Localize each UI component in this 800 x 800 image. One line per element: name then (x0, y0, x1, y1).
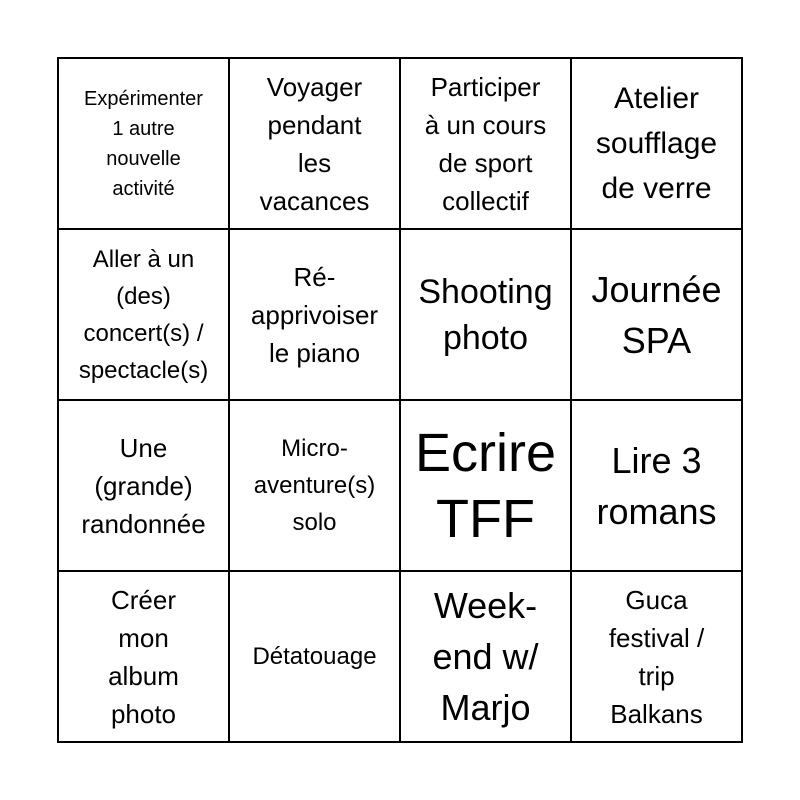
cell-text: Atelier soufflage de verre (595, 82, 718, 205)
bingo-cell-r3c4[interactable] (571, 400, 742, 571)
bingo-cell-r3c3[interactable] (400, 400, 571, 571)
cell-text: Détatouage (252, 643, 377, 670)
bingo-cell-r4c2[interactable] (229, 571, 400, 742)
bingo-cell-r3c2[interactable] (229, 400, 400, 571)
bingo-cell-r2c1[interactable] (58, 229, 229, 400)
bingo-cell-r3c1[interactable] (58, 400, 229, 571)
cell-text: Aller à un (des) concert(s) / spectacle(s) (78, 245, 209, 384)
cell-text: Guca festival / trip Balkans (608, 584, 705, 729)
cell-text: Participer à un cours de sport collectif (424, 71, 547, 216)
cell-text: Week- end w/ Marjo (432, 585, 539, 728)
cell-text: Expérimenter 1 autre nouvelle activité (84, 87, 203, 200)
cell-text: Journée SPA (591, 268, 722, 361)
bingo-cell-r1c1[interactable] (58, 58, 229, 229)
cell-text: Ré- apprivoiser le piano (250, 261, 379, 368)
bingo-cell-r2c2[interactable] (229, 229, 400, 400)
bingo-board (57, 57, 743, 743)
bingo-cell-r2c3[interactable] (400, 229, 571, 400)
bingo-cell-r1c3[interactable] (400, 58, 571, 229)
bingo-cell-r4c4[interactable] (571, 571, 742, 742)
cell-text: Ecrire TFF (414, 422, 556, 549)
bingo-cell-r1c2[interactable] (229, 58, 400, 229)
bingo-cell-r4c1[interactable] (58, 571, 229, 742)
cell-text: Voyager pendant les vacances (259, 71, 370, 216)
cell-text: Une (grande) randonnée (81, 432, 206, 539)
cell-text: Créer mon album photo (108, 584, 179, 729)
cell-text: Shooting photo (418, 272, 553, 357)
bingo-cell-r1c4[interactable] (571, 58, 742, 229)
bingo-cell-r4c3[interactable] (400, 571, 571, 742)
cell-text: Micro- aventure(s) solo (253, 435, 376, 536)
bingo-cell-r2c4[interactable] (571, 229, 742, 400)
cell-text: Lire 3 romans (596, 439, 717, 532)
